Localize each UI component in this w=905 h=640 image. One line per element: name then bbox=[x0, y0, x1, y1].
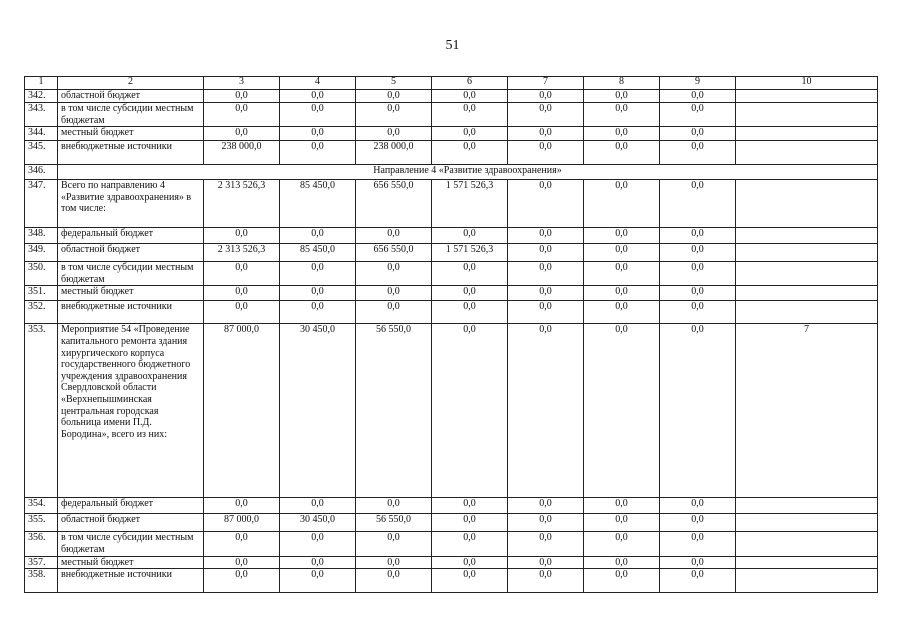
value-cell: 0,0 bbox=[356, 498, 432, 514]
value-cell: 0,0 bbox=[508, 244, 584, 262]
header-cell: 1 bbox=[25, 77, 58, 90]
header-cell: 4 bbox=[280, 77, 356, 90]
table-row bbox=[25, 141, 878, 165]
value-cell: 87 000,0 bbox=[204, 514, 280, 532]
value-cell: 30 450,0 bbox=[280, 514, 356, 532]
value-cell: 0,0 bbox=[660, 301, 736, 324]
value-cell: 0,0 bbox=[584, 228, 660, 244]
value-cell: 1 571 526,3 bbox=[432, 244, 508, 262]
value-cell: 0,0 bbox=[356, 127, 432, 141]
value-cell: 656 550,0 bbox=[356, 180, 432, 228]
value-cell: 0,0 bbox=[204, 569, 280, 593]
value-cell: 0,0 bbox=[508, 324, 584, 498]
table-row bbox=[25, 286, 878, 301]
value-cell: 0,0 bbox=[660, 127, 736, 141]
row-description: областной бюджет bbox=[58, 244, 204, 262]
value-cell: 0,0 bbox=[584, 180, 660, 228]
value-cell: 0,0 bbox=[584, 514, 660, 532]
value-cell bbox=[736, 103, 878, 127]
table-row bbox=[25, 103, 878, 127]
value-cell: 0,0 bbox=[660, 514, 736, 532]
table-row bbox=[25, 262, 878, 286]
row-description: Мероприятие 54 «Проведение капитального ремонта здания хирургического корпуса государственного бюджетного учреждения здравоохранения Свердловской области «Верхнепышминская центральная городская больница имени П.Д. Бородина», всего из них: bbox=[58, 324, 204, 498]
value-cell: 0,0 bbox=[280, 286, 356, 301]
value-cell: 0,0 bbox=[584, 324, 660, 498]
value-cell: 238 000,0 bbox=[356, 141, 432, 165]
row-description: областной бюджет bbox=[58, 514, 204, 532]
value-cell: 0,0 bbox=[508, 498, 584, 514]
value-cell: 0,0 bbox=[660, 141, 736, 165]
value-cell bbox=[736, 556, 878, 569]
value-cell: 0,0 bbox=[204, 301, 280, 324]
value-cell: 0,0 bbox=[204, 498, 280, 514]
row-number: 357. bbox=[25, 556, 58, 569]
value-cell bbox=[736, 141, 878, 165]
value-cell: 7 bbox=[736, 324, 878, 498]
value-cell: 0,0 bbox=[508, 301, 584, 324]
value-cell: 87 000,0 bbox=[204, 324, 280, 498]
value-cell: 0,0 bbox=[660, 180, 736, 228]
value-cell: 0,0 bbox=[584, 556, 660, 569]
value-cell bbox=[736, 532, 878, 556]
value-cell: 0,0 bbox=[584, 244, 660, 262]
value-cell bbox=[736, 286, 878, 301]
value-cell: 0,0 bbox=[508, 228, 584, 244]
value-cell: 0,0 bbox=[432, 262, 508, 286]
row-number: 345. bbox=[25, 141, 58, 165]
row-description: федеральный бюджет bbox=[58, 228, 204, 244]
value-cell: 0,0 bbox=[204, 262, 280, 286]
value-cell: 0,0 bbox=[204, 103, 280, 127]
row-number: 344. bbox=[25, 127, 58, 141]
value-cell: 0,0 bbox=[432, 569, 508, 593]
value-cell bbox=[736, 498, 878, 514]
table-body bbox=[25, 90, 878, 593]
value-cell: 0,0 bbox=[584, 141, 660, 165]
value-cell: 0,0 bbox=[280, 498, 356, 514]
value-cell: 0,0 bbox=[584, 498, 660, 514]
value-cell: 0,0 bbox=[432, 324, 508, 498]
row-description: внебюджетные источники bbox=[58, 301, 204, 324]
value-cell: 0,0 bbox=[280, 127, 356, 141]
value-cell: 0,0 bbox=[508, 286, 584, 301]
table-row bbox=[25, 556, 878, 569]
value-cell: 0,0 bbox=[432, 532, 508, 556]
header-cell: 9 bbox=[660, 77, 736, 90]
value-cell: 85 450,0 bbox=[280, 244, 356, 262]
value-cell: 0,0 bbox=[280, 103, 356, 127]
value-cell: 2 313 526,3 bbox=[204, 244, 280, 262]
value-cell: 656 550,0 bbox=[356, 244, 432, 262]
value-cell bbox=[736, 90, 878, 103]
value-cell: 0,0 bbox=[660, 532, 736, 556]
value-cell bbox=[736, 514, 878, 532]
row-description: областной бюджет bbox=[58, 90, 204, 103]
row-description: внебюджетные источники bbox=[58, 569, 204, 593]
section-row bbox=[25, 165, 878, 180]
value-cell: 0,0 bbox=[432, 127, 508, 141]
value-cell: 0,0 bbox=[280, 141, 356, 165]
value-cell: 0,0 bbox=[508, 127, 584, 141]
header-cell: 3 bbox=[204, 77, 280, 90]
table-row bbox=[25, 301, 878, 324]
value-cell: 0,0 bbox=[508, 141, 584, 165]
value-cell: 0,0 bbox=[584, 532, 660, 556]
value-cell: 0,0 bbox=[660, 324, 736, 498]
value-cell: 0,0 bbox=[356, 286, 432, 301]
row-number: 356. bbox=[25, 532, 58, 556]
value-cell: 0,0 bbox=[508, 556, 584, 569]
value-cell: 0,0 bbox=[508, 103, 584, 127]
value-cell: 0,0 bbox=[356, 228, 432, 244]
value-cell: 0,0 bbox=[660, 244, 736, 262]
header-cell: 8 bbox=[584, 77, 660, 90]
row-number: 351. bbox=[25, 286, 58, 301]
row-number: 352. bbox=[25, 301, 58, 324]
value-cell: 0,0 bbox=[204, 556, 280, 569]
value-cell: 0,0 bbox=[660, 556, 736, 569]
value-cell: 0,0 bbox=[432, 141, 508, 165]
row-description: в том числе субсидии местным бюджетам bbox=[58, 103, 204, 127]
value-cell: 0,0 bbox=[584, 262, 660, 286]
value-cell: 0,0 bbox=[660, 90, 736, 103]
value-cell: 0,0 bbox=[660, 103, 736, 127]
value-cell: 85 450,0 bbox=[280, 180, 356, 228]
table-row bbox=[25, 569, 878, 593]
value-cell: 0,0 bbox=[356, 532, 432, 556]
value-cell bbox=[736, 262, 878, 286]
page-number: 51 bbox=[445, 38, 460, 53]
row-description: внебюджетные источники bbox=[58, 141, 204, 165]
section-title: Направление 4 «Развитие здравоохранения» bbox=[58, 165, 878, 180]
value-cell: 0,0 bbox=[432, 90, 508, 103]
value-cell bbox=[736, 228, 878, 244]
value-cell: 0,0 bbox=[584, 90, 660, 103]
table-row bbox=[25, 180, 878, 228]
value-cell: 0,0 bbox=[280, 532, 356, 556]
value-cell: 0,0 bbox=[584, 286, 660, 301]
value-cell: 56 550,0 bbox=[356, 514, 432, 532]
value-cell: 0,0 bbox=[280, 569, 356, 593]
value-cell: 30 450,0 bbox=[280, 324, 356, 498]
value-cell: 0,0 bbox=[280, 262, 356, 286]
value-cell: 0,0 bbox=[356, 90, 432, 103]
header-cell: 10 bbox=[736, 77, 878, 90]
value-cell: 0,0 bbox=[356, 262, 432, 286]
value-cell: 0,0 bbox=[432, 228, 508, 244]
table-row bbox=[25, 324, 878, 498]
row-number: 355. bbox=[25, 514, 58, 532]
value-cell bbox=[736, 180, 878, 228]
value-cell: 0,0 bbox=[508, 532, 584, 556]
value-cell: 0,0 bbox=[660, 286, 736, 301]
value-cell: 0,0 bbox=[584, 301, 660, 324]
header-cell: 5 bbox=[356, 77, 432, 90]
value-cell: 0,0 bbox=[432, 286, 508, 301]
value-cell: 0,0 bbox=[660, 262, 736, 286]
value-cell: 0,0 bbox=[508, 90, 584, 103]
table-row bbox=[25, 532, 878, 556]
value-cell: 0,0 bbox=[584, 569, 660, 593]
value-cell: 238 000,0 bbox=[204, 141, 280, 165]
row-number: 347. bbox=[25, 180, 58, 228]
table-row bbox=[25, 498, 878, 514]
value-cell: 0,0 bbox=[356, 569, 432, 593]
value-cell: 0,0 bbox=[432, 301, 508, 324]
row-description: Всего по направлению 4 «Развитие здравоохранения» в том числе: bbox=[58, 180, 204, 228]
value-cell: 0,0 bbox=[204, 127, 280, 141]
header-cell: 2 bbox=[58, 77, 204, 90]
value-cell: 0,0 bbox=[280, 556, 356, 569]
header-cell: 7 bbox=[508, 77, 584, 90]
row-number: 353. bbox=[25, 324, 58, 498]
value-cell: 2 313 526,3 bbox=[204, 180, 280, 228]
value-cell: 0,0 bbox=[508, 569, 584, 593]
value-cell: 0,0 bbox=[432, 514, 508, 532]
value-cell: 0,0 bbox=[432, 498, 508, 514]
value-cell: 0,0 bbox=[204, 228, 280, 244]
value-cell bbox=[736, 127, 878, 141]
value-cell: 0,0 bbox=[432, 103, 508, 127]
value-cell: 0,0 bbox=[280, 90, 356, 103]
row-number: 349. bbox=[25, 244, 58, 262]
header-row bbox=[25, 77, 878, 90]
budget-table bbox=[24, 76, 878, 593]
value-cell: 0,0 bbox=[508, 262, 584, 286]
value-cell: 0,0 bbox=[584, 103, 660, 127]
row-description: местный бюджет bbox=[58, 286, 204, 301]
value-cell: 0,0 bbox=[356, 301, 432, 324]
row-number: 343. bbox=[25, 103, 58, 127]
row-description: местный бюджет bbox=[58, 127, 204, 141]
value-cell: 0,0 bbox=[204, 532, 280, 556]
value-cell: 0,0 bbox=[280, 301, 356, 324]
value-cell bbox=[736, 301, 878, 324]
row-number: 354. bbox=[25, 498, 58, 514]
value-cell: 0,0 bbox=[432, 556, 508, 569]
table-row bbox=[25, 244, 878, 262]
table-row bbox=[25, 127, 878, 141]
row-description: в том числе субсидии местным бюджетам bbox=[58, 262, 204, 286]
row-number: 342. bbox=[25, 90, 58, 103]
table-row bbox=[25, 514, 878, 532]
value-cell: 0,0 bbox=[204, 286, 280, 301]
value-cell: 0,0 bbox=[508, 180, 584, 228]
value-cell bbox=[736, 569, 878, 593]
header-cell: 6 bbox=[432, 77, 508, 90]
value-cell: 0,0 bbox=[356, 103, 432, 127]
value-cell: 1 571 526,3 bbox=[432, 180, 508, 228]
value-cell: 0,0 bbox=[356, 556, 432, 569]
value-cell: 0,0 bbox=[660, 498, 736, 514]
table-row bbox=[25, 90, 878, 103]
table-row bbox=[25, 228, 878, 244]
row-number: 350. bbox=[25, 262, 58, 286]
row-number: 346. bbox=[25, 165, 58, 180]
value-cell: 56 550,0 bbox=[356, 324, 432, 498]
value-cell: 0,0 bbox=[660, 569, 736, 593]
row-description: федеральный бюджет bbox=[58, 498, 204, 514]
value-cell: 0,0 bbox=[280, 228, 356, 244]
row-number: 348. bbox=[25, 228, 58, 244]
value-cell: 0,0 bbox=[584, 127, 660, 141]
value-cell: 0,0 bbox=[508, 514, 584, 532]
value-cell bbox=[736, 244, 878, 262]
value-cell: 0,0 bbox=[204, 90, 280, 103]
value-cell: 0,0 bbox=[660, 228, 736, 244]
row-number: 358. bbox=[25, 569, 58, 593]
row-description: местный бюджет bbox=[58, 556, 204, 569]
row-description: в том числе субсидии местным бюджетам bbox=[58, 532, 204, 556]
